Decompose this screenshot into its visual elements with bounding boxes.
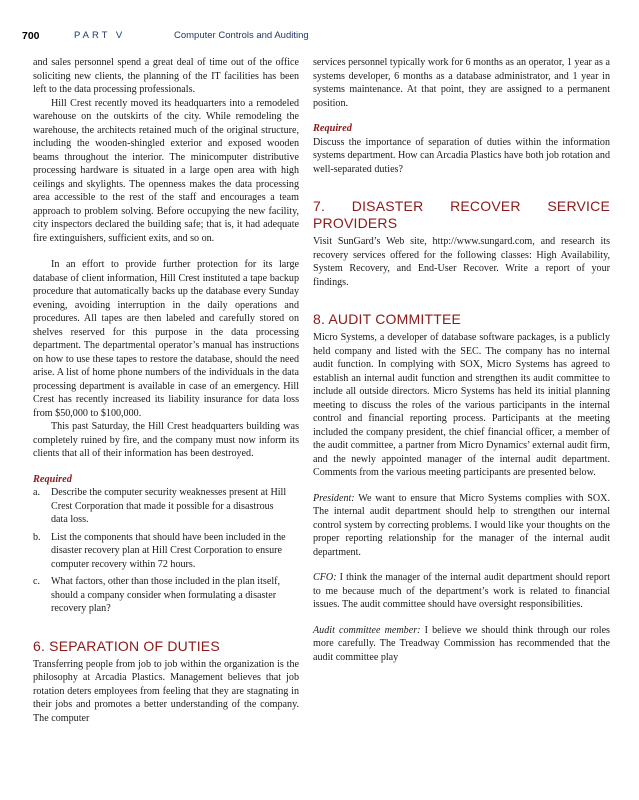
chapter-title: Computer Controls and Auditing [174, 30, 309, 41]
list-item [33, 531, 299, 572]
list-item-text: Describe the computer security weaknesses present at Hill Crest Corporation that made it possible for a disastrous data loss. [51, 487, 287, 525]
list-item-text: List the components that should have been included in the disaster recovery plan at Hill Crest Corporation to ensure computer recovery within 72 hours. [51, 531, 286, 570]
list-item [33, 486, 299, 527]
speaker-label: President: [313, 492, 355, 504]
section-heading: 7. DISASTER RECOVER SERVICE PROVIDERS [313, 198, 610, 231]
paragraph: Micro Systems, a developer of database software packages, is a publicly held company and listed with the SEC. The company has no internal audit function. In complying with SOX, Micro Systems has agreed to establish an internal audit function and strengthen its audit committee to include all outside directors. Micro Systems has held its initial planning meeting to discuss the roles of the various participants in the internal control and financial reporting process. Participants at the meeting included the company president, the chief financial officer, a member of the audit committee, a partner from Micro Dynamics’ external audit firm, and the newly appointed manager of the internal audit department. Comments from the various meeting participants are presented below. [313, 332, 610, 478]
speaker-text: I believe we should think through our roles more carefully. The Treadway Commission has recommended that the audit committee play [313, 624, 610, 663]
paragraph: Transferring people from job to job within the organization is the philosophy at Arcadia Plastics. Management believes that job rotation deters employees from feeling that they are stagnating in their jobs and promotes a better understanding of the company. The computer [33, 658, 299, 724]
paragraph: Hill Crest recently moved its headquarters into a remodeled warehouse on the outskirts of the city. While remodeling the warehouse, the architects retained much of the original structure, including the wooden-shingled exterior and exposed wooden beams throughout the interior. The minicomputer distributive processing hardware is situated in a large open area with high ceilings and skylights. The openness makes the data processing area accessible to the rest of the staff and encourages a team approach to problem solving. Before occupying the new facility, city inspectors declared the building safe; that is, it had adequate fire extinguishers, sufficient exits, and so on. [33, 97, 299, 244]
list-item-label: b. [33, 531, 41, 543]
section-heading: 8. AUDIT COMMITTEE [313, 311, 462, 327]
paragraph: services personnel typically work for 6 months as an operator, 1 year as a systems developer, 6 months as a database administrator, and 1 year in systems maintenance. At that point, they are assigned to a permanent position. [313, 57, 610, 109]
left-column [33, 56, 299, 725]
speaker-label: Audit committee member: [313, 624, 421, 636]
page-header [22, 28, 617, 44]
speaker-text: I think the manager of the internal audit department should report to me because much of the department’s work is related to financial issues. The audit committee should have oversight responsibilities. [313, 572, 610, 610]
list-item [33, 575, 299, 616]
speaker-label: CFO: [313, 572, 337, 583]
list-item-text: What factors, other than those included in the plan itself, should a company consider when formulating a disaster recovery plan? [51, 576, 281, 614]
list-item-label: c. [33, 576, 41, 587]
list-item-label: a. [33, 487, 41, 498]
paragraph: In an effort to provide further protection for its large database of client information, Hill Crest instituted a tape backup procedure that automatically backs up the database every Sunday evening, avoiding interruption in the daily operations and procedures. All tapes are then labeled and carefully stored on shelves reserved for this purpose in the data processing department. The departmental operator’s manual has instructions on how to use these tapes to restore the database, should the need arise. A list of home phone numbers of the individuals in the data processing department is available in case of an emergency. Hill Crest has recently increased its liability insurance for data loss from $50,000 to $100,000. [33, 259, 299, 419]
paragraph: This past Saturday, the Hill Crest headquarters building was completely ruined by fire, and the company must now inform its clients that all of their information has been destroyed. [33, 421, 299, 459]
required-heading: Required [33, 473, 72, 485]
paragraph [313, 571, 610, 612]
section-heading: 6. SEPARATION OF DUTIES [33, 637, 220, 654]
page-number: 700 [22, 30, 40, 42]
part-label: PART V [74, 30, 126, 41]
paragraph: Discuss the importance of separation of duties within the information systems department. How can Arcadia Plastics have both job rotation and well-separated duties? [313, 136, 610, 175]
paragraph [313, 624, 610, 665]
speaker-text: We want to ensure that Micro Systems complies with SOX. The internal audit department should help to strengthen our internal control system by correcting problems. I would like your thoughts on the proper reporting relationship for the manager of the internal audit department. [313, 492, 610, 558]
question-list [33, 486, 299, 616]
paragraph [313, 492, 610, 560]
paragraph: and sales personnel spend a great deal of time out of the office soliciting new clients, the planning of the IT facilities has been left to the data processing professionals. [33, 57, 299, 95]
required-heading: Required [313, 123, 352, 134]
paragraph: Visit SunGard’s Web site, http://www.sungard.com, and research its recovery services offered for the following classes: High Availability, System Recovery, and End-User Recover. Write a report of your findings. [313, 236, 610, 288]
right-column [313, 56, 610, 664]
